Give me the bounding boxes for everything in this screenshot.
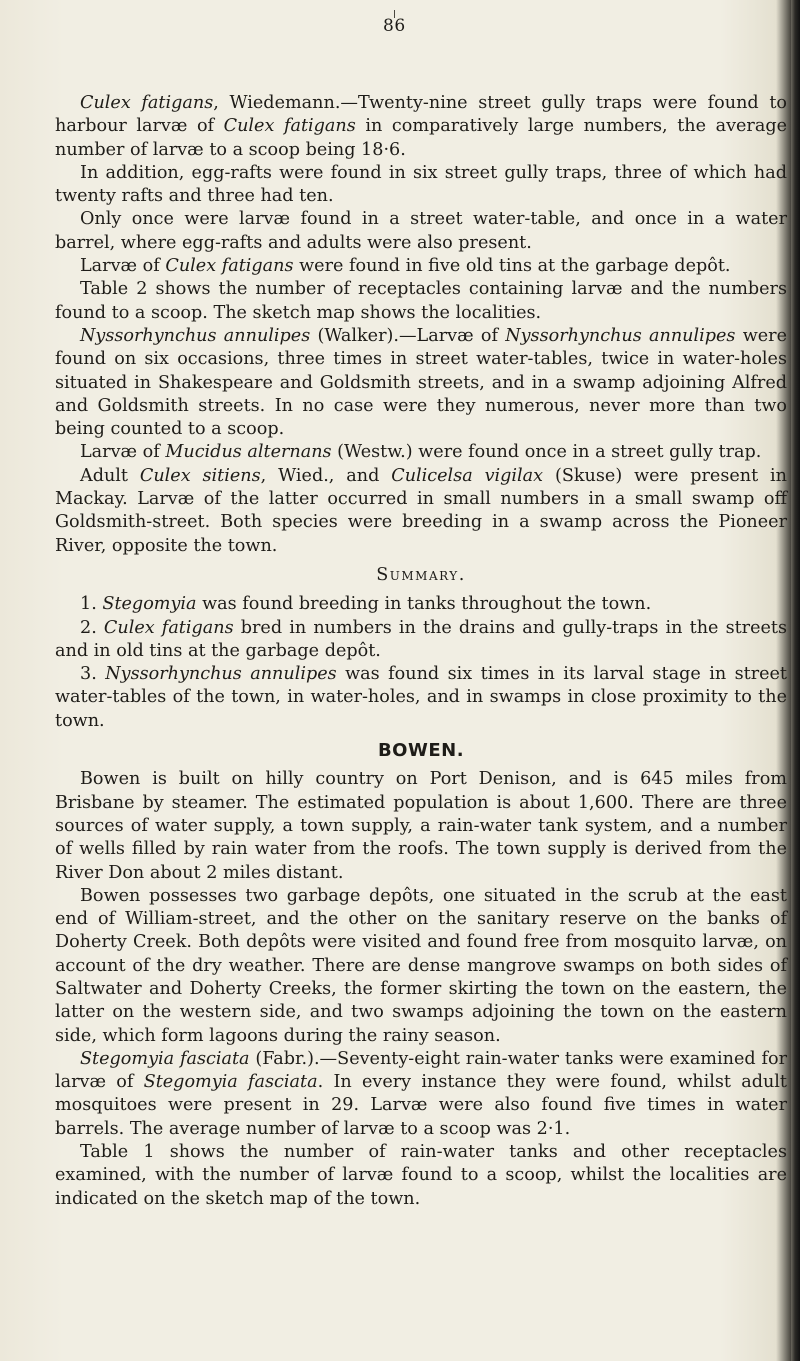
species-name: Nyssorhynchus annulipes xyxy=(80,325,311,346)
species-name: Culicelsa vigilax xyxy=(391,465,544,486)
paragraph xyxy=(55,255,787,278)
paragraph xyxy=(55,465,787,558)
text-run: bred in numbers in the drains and gully-traps in the streets and in old tins at the garbage depôt. xyxy=(55,617,788,661)
text-run: In addition, egg-rafts were found in six street gully traps, three of which had twenty rafts and three had ten. xyxy=(55,162,787,207)
species-name: Stegomyia fasciata xyxy=(143,1072,318,1093)
paragraph xyxy=(55,593,787,616)
text-run: . In every instance they were found, whilst adult mosquitoes were present in 29. Larvæ were also found five times in water barrels. The average number of larvæ to a scoop was 2·1. xyxy=(55,1072,788,1139)
page-number: 86 xyxy=(383,16,406,36)
paragraph xyxy=(55,208,787,255)
body-text xyxy=(55,92,787,1211)
species-name: Culex fatigans xyxy=(80,93,214,113)
paragraph xyxy=(55,885,787,1048)
paragraph xyxy=(55,441,787,464)
text-run: were found on six occasions, three times in street water-tables, twice in water-holes situated in Shakespeare and Goldsmith streets, and in a swamp adjoining Alfred and Goldsmith streets. In no case were they numerous, never more than two being counted to a scoop. xyxy=(55,325,787,440)
paragraph xyxy=(55,92,787,162)
species-name: Nyssorhynchus annulipes xyxy=(505,325,736,346)
text-run: Bowen is built on hilly country on Port Denison, and is 645 miles from Brisbane by steamer. The estimated population is about 1,600. There are three sources of water supply, a town supply, a rain-water tank system, and a number of wells filled by rain water from the roofs. The town supply is derived from the River Don about 2 miles distant. xyxy=(55,769,787,883)
paragraph xyxy=(55,325,787,441)
species-name: Culex sitiens xyxy=(139,465,261,486)
text-run: Larvæ of xyxy=(80,256,166,277)
text-run: (Fabr.).—Seventy-eight rain-water tanks were examined for larvæ of xyxy=(55,1048,787,1093)
species-name: Culex fatigans xyxy=(103,617,234,638)
paragraph xyxy=(55,663,787,733)
species-name: Stegomyia xyxy=(102,594,197,615)
text-run: Adult xyxy=(80,465,140,486)
text-run: 1. xyxy=(80,594,103,615)
text-run: 3. xyxy=(80,664,106,685)
paragraph xyxy=(55,768,787,884)
species-name: Mucidus alternans xyxy=(165,442,332,463)
section-heading: BOWEN. xyxy=(377,740,465,762)
text-run: in comparatively large numbers, the average number of larvæ to a scoop being 18·6. xyxy=(55,116,788,160)
text-run: , Wied., and xyxy=(260,465,392,486)
species-name: Stegomyia fasciata xyxy=(80,1048,250,1069)
text-run: Bowen possesses two garbage depôts, one situated in the scrub at the east end of William-street, and the other on the sanitary reserve on the banks of Doherty Creek. Both depôts were visited and found free from mosquito larvæ, on account of the dry weather. There are dense mangrove swamps on both sides of Saltwater and Doherty Creeks, the former skirting the town on the eastern, the latter on the western side, and two swamps adjoining the town on the eastern side, which form lagoons during the rainy season. xyxy=(55,885,787,1046)
text-run: 2. xyxy=(80,617,104,638)
text-run: Only once were larvæ found in a street water-table, and once in a water barrel, where egg-rafts and adults were also present. xyxy=(55,209,787,253)
text-run: was found breeding in tanks throughout the town. xyxy=(196,594,652,615)
section-heading: Summary. xyxy=(376,564,466,585)
text-run: (Skuse) were present in Mackay. Larvæ of the latter occurred in small numbers in a small swamp off Goldsmith-street. Both species were breeding in a swamp across the Pioneer River, opposite the town. xyxy=(55,465,788,556)
text-run: (Walker).—Larvæ of xyxy=(310,325,506,346)
paragraph xyxy=(55,1048,787,1141)
text-run: , Wiedemann.—Twenty-nine street gully traps were found to harbour larvæ of xyxy=(55,93,788,137)
text-run: Table 2 shows the number of receptacles containing larvæ and the numbers found to a scoop. The sketch map shows the localities. xyxy=(55,279,787,323)
species-name: Nyssorhynchus annulipes xyxy=(105,664,337,685)
paragraph xyxy=(55,162,787,209)
text-run: was found six times in its larval stage in street water-tables of the town, in water-holes, and in swamps in close proximity to the town. xyxy=(55,664,787,731)
paragraph xyxy=(55,1141,787,1211)
text-run: Table 1 shows the number of rain-water tanks and other receptacles examined, with the number of larvæ found to a scoop, whilst the localities are indicated on the sketch map of the town. xyxy=(55,1142,787,1209)
page-edge-shadow xyxy=(791,0,800,1361)
paragraph xyxy=(55,617,787,664)
text-run: Larvæ of xyxy=(80,442,166,463)
paragraph xyxy=(55,278,787,325)
text-run: were found in five old tins at the garbage depôt. xyxy=(293,256,731,277)
text-run: (Westw.) were found once in a street gully trap. xyxy=(331,442,762,463)
species-name: Culex fatigans xyxy=(223,116,356,137)
species-name: Culex fatigans xyxy=(165,256,294,277)
